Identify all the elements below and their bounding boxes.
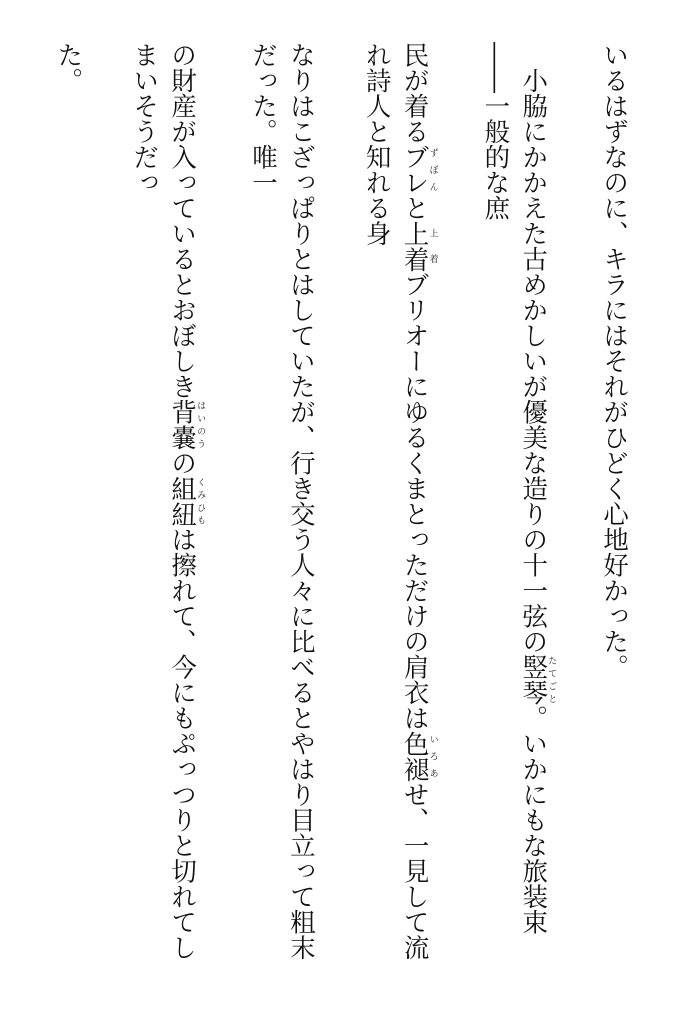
ruby-annotation: 竪琴たてごと: [518, 654, 557, 705]
ruby-annotation: 背嚢はいのう: [167, 399, 206, 450]
text-column-4: なりはこざっぱりとはしていたが、行き交う人々に比べるとやはり目立って粗末だった。唯一: [247, 42, 316, 960]
text-column-1: いるはずなのに、キラにはそれがひどく心地好かった。: [599, 42, 630, 680]
ruby-annotation: 組紐くみひも: [167, 475, 206, 527]
text-column-6: た。: [53, 42, 84, 93]
vertical-text-block: [20, 42, 670, 982]
text-column-2: 小脇にかかえた古めかしいが優美な造りの十一弦の竪琴たてごと。いかにもな旅装束――一般的な庶: [480, 42, 557, 935]
ruby-annotation: ブレずぼん: [399, 144, 438, 195]
ruby-annotation: 上着上着: [399, 220, 438, 272]
ruby-annotation: 色褪いろあ: [399, 730, 438, 782]
text-column-3: 民が着るブレずぼんと上着上着ブリオーにゆるくまとっただけの肩衣は色褪いろあせ、一見して流れ詩人と知れる身: [361, 42, 438, 960]
text-column-5: の財産が入っているとおぼしき背嚢はいのうの組紐くみひもは擦れて、今にもぷっつりと切れてしまいそうだっ: [129, 42, 206, 960]
